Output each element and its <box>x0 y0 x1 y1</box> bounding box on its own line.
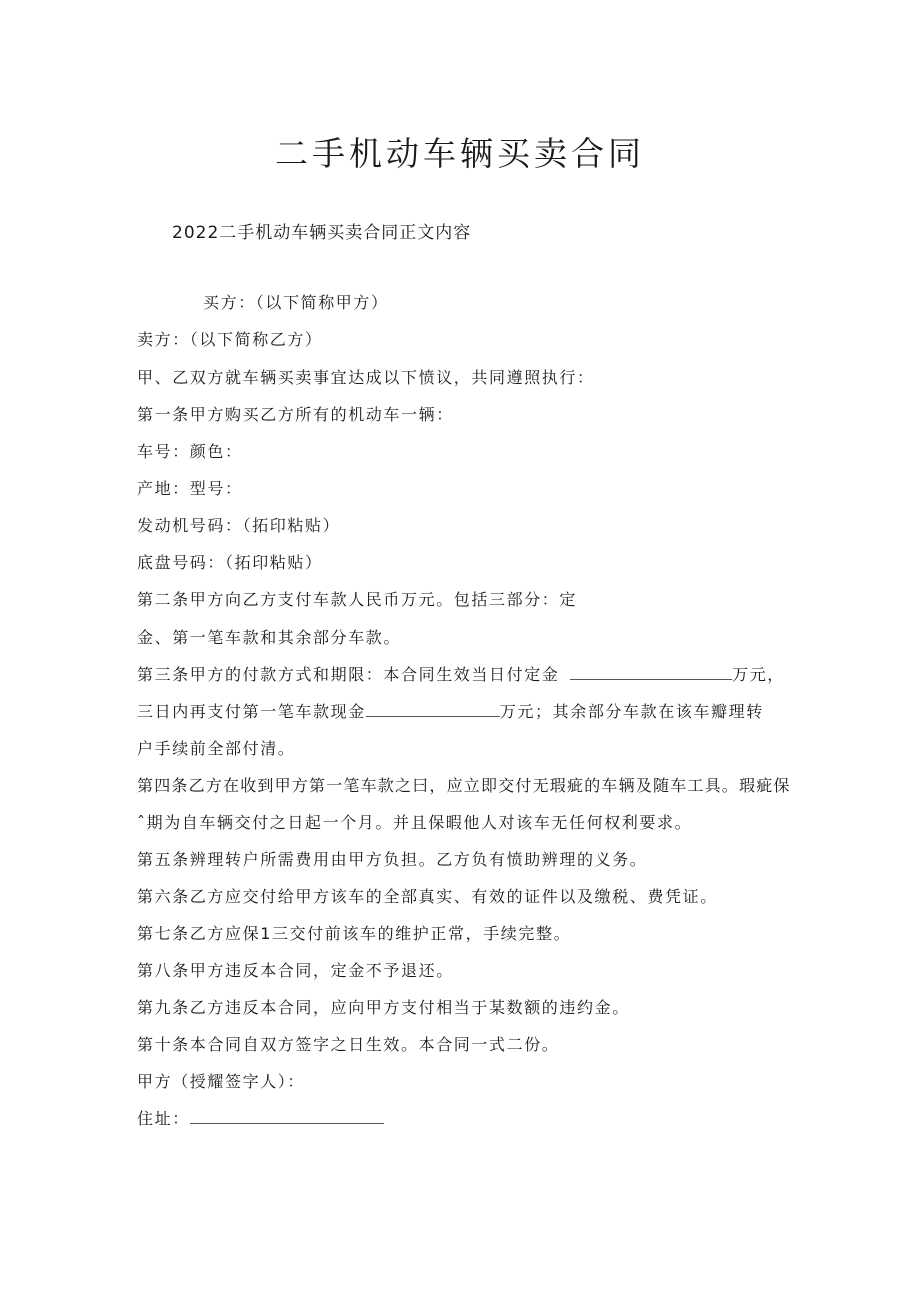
article-5: 第五条辨理转户所需费用由甲方负担。乙方负有愤助辨理的义务。 <box>137 850 648 869</box>
party-a-signature-line: 甲方（授耀签字人）： <box>137 1072 306 1091</box>
article-9: 第九条乙方违反本合同，应向甲方支付相当于某数额的违约金。 <box>137 998 630 1017</box>
intro-line: 甲、乙双方就车辆买卖事宜达成以下愤议，共同遵照执行： <box>137 368 595 387</box>
article-3-line-1 <box>137 662 785 685</box>
seller-line: 卖方：（以下简称乙方） <box>137 330 323 349</box>
article-1: 第一条甲方购买乙方所有的机动车一辆： <box>137 405 454 424</box>
chassis-number-line: 底盘号码：（拓印粘贴） <box>137 553 323 572</box>
article-3-text-a: 第三条甲方的付款方式和期限：本合同生效当日付定金 <box>137 665 560 684</box>
engine-number-line: 发动机号码：（拓印粘贴） <box>137 516 341 535</box>
article-2-line-2: 金、第一笔车款和其余部分车款。 <box>137 628 402 647</box>
document-subtitle: 2022二手机动车辆买卖合同正文内容 <box>172 223 472 243</box>
article-2-line-1: 第二条甲方向乙方支付车款人民币万元。包括三部分：定 <box>137 590 578 609</box>
address-line <box>137 1106 384 1129</box>
origin-model-line: 产地：型号： <box>137 479 243 498</box>
buyer-line: 买方：（以下简称甲方） <box>203 293 389 312</box>
address-blank <box>190 1109 384 1124</box>
document-title: 二手机动车辆买卖合同 <box>275 134 645 173</box>
article-6: 第六条乙方应交付给甲方该车的全部真实、有效的证件以及缴税、费凭证。 <box>137 887 718 906</box>
article-10: 第十条本合同自双方签字之日生效。本合同一式二份。 <box>137 1035 560 1054</box>
article-3-text-b: 万元， <box>732 665 785 684</box>
address-label: 住址： <box>137 1109 190 1128</box>
article-7: 第七条乙方应保1三交付前该车的维护正常，手续完整。 <box>137 924 572 943</box>
first-payment-blank <box>366 702 500 717</box>
article-3-text-c: 三日内再支付第一笔车款现金 <box>137 702 366 721</box>
article-3-line-2 <box>137 699 764 722</box>
plate-color-line: 车号：颜色： <box>137 442 243 461</box>
deposit-amount-blank <box>570 665 732 680</box>
article-4-line-2: ˆ期为自车辆交付之日起一个月。并且保暇他人对该车无任何权利要求。 <box>137 813 693 832</box>
article-8: 第八条甲方违反本合同，定金不予退还。 <box>137 961 454 980</box>
article-4-line-1: 第四条乙方在收到甲方第一笔车款之曰，应立即交付无瑕疵的车辆及随车工具。瑕疵保 <box>137 776 791 795</box>
article-3-text-d: 万元；其余部分车款在该车瓣理转 <box>499 702 764 721</box>
article-3-line-3: 户手续前全部付清。 <box>137 739 296 758</box>
